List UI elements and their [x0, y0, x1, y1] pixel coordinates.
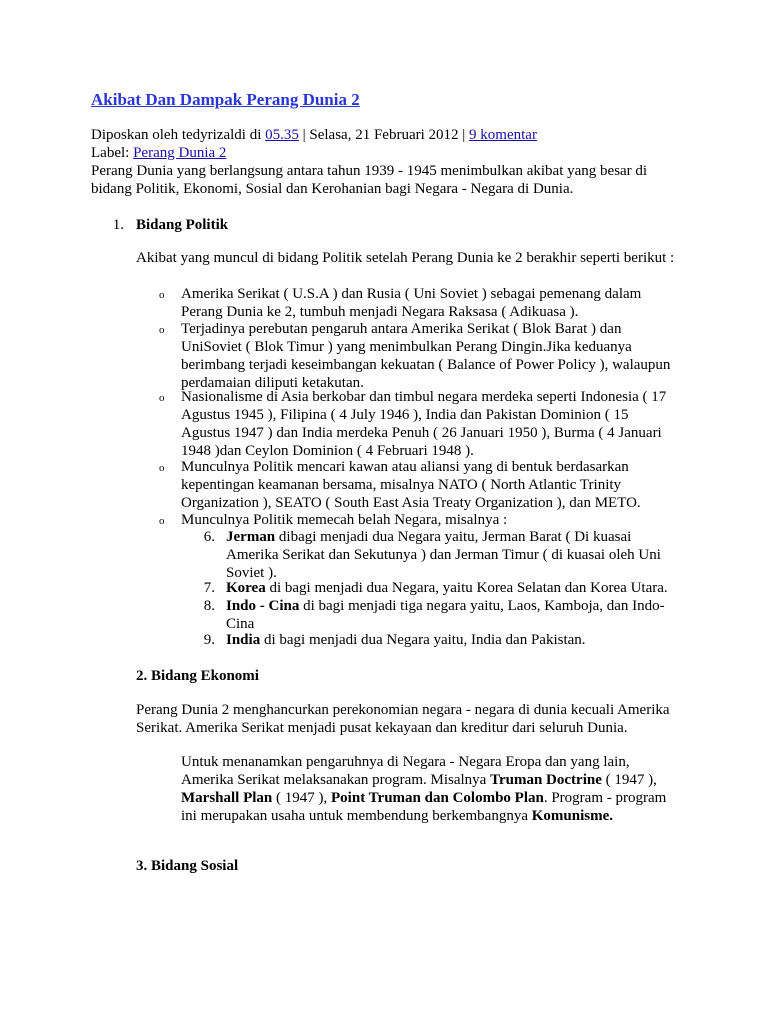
- inline-bold: Truman Doctrine: [490, 772, 602, 788]
- list-item-line: Munculnya Politik mencari kawan atau aliansi yang di bentuk berdasarkan: [181, 459, 629, 475]
- section-heading-text: Bidang Politik: [136, 217, 229, 233]
- paragraph-line: Perang Dunia 2 menghancurkan perekonomian negara - negara di dunia kecuali Amerika: [136, 702, 670, 718]
- list-item-line: Terjadinya perebutan pengaruh antara Amerika Serikat ( Blok Barat ) dan: [181, 321, 622, 337]
- section-heading-text: 2. Bidang Ekonomi: [136, 668, 259, 684]
- sublist-bold: India: [226, 632, 261, 648]
- section-heading-sosial: [136, 857, 238, 875]
- list-item: [181, 285, 641, 321]
- sublist-text: Amerika Serikat dan Sekutunya ) dan Jerman Timur ( di kuasai oleh Uni: [226, 547, 661, 563]
- list-item: [181, 320, 670, 392]
- list-item-line: berimbang terjadi keseimbangan kekuatan ( Balance of Power Policy ), walaupun: [181, 357, 671, 373]
- sublist-item-jerman: [226, 528, 661, 582]
- section-number: 1.: [112, 217, 124, 233]
- inline-text: . Program - program: [543, 790, 667, 806]
- label-prefix: Label:: [91, 145, 134, 161]
- list-item-line: Nasionalisme di Asia berkobar dan timbul negara merdeka seperti Indonesia ( 17: [181, 389, 667, 405]
- sublist-text: di bagi menjadi dua Negara yaitu, India dan Pakistan.: [260, 632, 586, 648]
- posted-by-text: Diposkan oleh tedyrizaldi di: [91, 127, 266, 143]
- inline-text: ( 1947 ),: [601, 772, 657, 788]
- inline-bold: Marshall Plan: [181, 790, 273, 806]
- sublist-item-india: [226, 631, 586, 649]
- inline-bold: Point Truman dan Colombo Plan: [331, 790, 544, 806]
- bullet-marker: o: [159, 324, 165, 336]
- sublist-text: di bagi menjadi dua Negara, yaitu Korea Selatan dan Korea Utara.: [265, 580, 668, 596]
- list-item-line: Perang Dunia ke 2, tumbuh menjadi Negara Raksasa ( Adikuasa ).: [181, 304, 579, 320]
- paragraph-line: Untuk menanamkan pengaruhnya di Negara - Negara Eropa dan yang lain,: [181, 754, 630, 770]
- post-meta: [91, 126, 537, 144]
- label-link[interactable]: Perang Dunia 2: [133, 145, 227, 161]
- post-title: [91, 90, 360, 110]
- sublist-bold: Jerman: [226, 529, 276, 545]
- paragraph-line: [181, 807, 666, 825]
- paragraph-line: [181, 789, 666, 807]
- inline-text: ini merupakan usaha untuk membendung berkembangnya: [181, 808, 532, 824]
- sublist-bold: Korea: [226, 580, 266, 596]
- politik-lead: Akibat yang muncul di bidang Politik setelah Perang Dunia ke 2 berakhir seperti berikut :: [136, 250, 675, 266]
- list-item-line: Organization ), SEATO ( South East Asia Treaty Organization ), dan METO.: [181, 495, 641, 511]
- post-label: [91, 144, 226, 162]
- sublist-number: 9.: [203, 632, 215, 648]
- section-heading-politik: [136, 216, 228, 234]
- inline-text: Amerika Serikat melaksanakan program. Misalnya: [181, 772, 491, 788]
- bullet-marker: o: [159, 289, 165, 301]
- post-date-text: | Selasa, 21 Februari 2012 |: [298, 127, 470, 143]
- intro-paragraph: [91, 162, 647, 198]
- list-item: [181, 458, 641, 512]
- sublist-number: 8.: [203, 598, 215, 614]
- inline-bold: Komunisme.: [531, 808, 614, 824]
- list-item-line: UniSoviet ( Blok Timur ) yang menimbulkan Perang Dingin.Jika keduanya: [181, 339, 632, 355]
- section-heading-ekonomi: [136, 667, 259, 685]
- list-item: [181, 511, 507, 529]
- comments-link[interactable]: 9 komentar: [469, 127, 537, 143]
- sublist-bold: Indo - Cina: [226, 598, 300, 614]
- intro-line: bidang Politik, Ekonomi, Sosial dan Kerohanian bagi Negara - Negara di Dunia.: [91, 181, 574, 197]
- list-item-line: Agustus 1947 ) dan India merdeka Penuh ( 26 Januari 1950 ), Burma ( 4 Januari: [181, 425, 662, 441]
- list-item-line: kepentingan keamanan bersama, misalnya NATO ( North Atlantic Trinity: [181, 477, 622, 493]
- list-item-line: perdamaian diliputi ketakutan.: [181, 375, 364, 391]
- sublist-text: Cina: [226, 616, 255, 632]
- ekonomi-indented-paragraph: [181, 753, 666, 825]
- intro-line: Perang Dunia yang berlangsung antara tahun 1939 - 1945 menimbulkan akibat yang besar di: [91, 163, 648, 179]
- sublist-item-indocina: [226, 597, 665, 633]
- sublist-text: di bagi menjadi tiga negara yaitu, Laos, Kamboja, dan Indo-: [299, 598, 665, 614]
- section-heading-text: 3. Bidang Sosial: [136, 858, 239, 874]
- list-item-line: Agustus 1945 ), Filipina ( 4 July 1946 ), India dan Pakistan Dominion ( 15: [181, 407, 629, 423]
- sublist-text: dibagi menjadi dua Negara yaitu, Jerman Barat ( Di kuasai: [275, 529, 632, 545]
- paragraph-line: Serikat. Amerika Serikat menjadi pusat kekayaan dan kreditur dari seluruh Dunia.: [136, 720, 628, 736]
- list-item-line: Munculnya Politik memecah belah Negara, misalnya :: [181, 512, 508, 528]
- post-title-link[interactable]: Akibat Dan Dampak Perang Dunia 2: [91, 90, 360, 109]
- inline-text: ( 1947 ),: [272, 790, 332, 806]
- sublist-text: Soviet ).: [226, 565, 277, 581]
- bullet-marker: o: [159, 515, 165, 527]
- ekonomi-paragraph: [136, 701, 670, 737]
- post-time-link[interactable]: 05.35: [265, 127, 299, 143]
- list-item-line: Amerika Serikat ( U.S.A ) dan Rusia ( Uni Soviet ) sebagai pemenang dalam: [181, 286, 642, 302]
- bullet-marker: o: [159, 392, 165, 404]
- bullet-marker: o: [159, 462, 165, 474]
- sublist-number: 6.: [203, 529, 215, 545]
- sublist-number: 7.: [203, 580, 215, 596]
- sublist-item-korea: [226, 579, 668, 597]
- list-item: [181, 388, 666, 460]
- list-item-line: 1948 )dan Ceylon Dominion ( 4 Februari 1948 ).: [181, 443, 474, 459]
- paragraph-line: [181, 771, 666, 789]
